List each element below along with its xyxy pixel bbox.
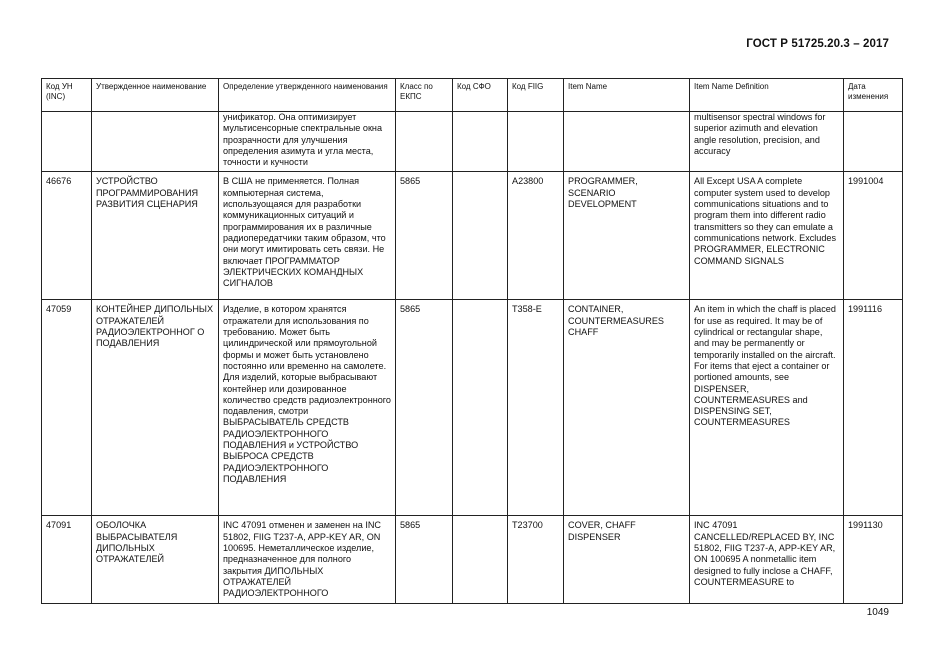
cell-item-name: PROGRAMMER, SCENARIO DEVELOPMENT xyxy=(564,172,690,300)
cell-ekps xyxy=(396,112,453,172)
cell-name-ru xyxy=(92,112,219,172)
cell-inc xyxy=(42,112,92,172)
table-row xyxy=(42,516,903,603)
cell-definition-ru: INC 47091 отменен и заменен на INC 51802, FIIG T237-A, APP-KEY AR, ON 100695. Неметаллическое изделие, предназначенное для полного закрытия ДИПОЛЬНЫХ ОТРАЖАТЕЛЕЙ РАДИОЭЛЕКТРОННОГО xyxy=(219,516,396,603)
document-code: ГОСТ Р 51725.20.3 – 2017 xyxy=(746,38,889,50)
cell-definition-ru: В США не применяется. Полная компьютерная система, используощаяся для разработки коммуникационных ситуаций и программирования их в различные радиопередатчики таким образом, что они могут имитировать сеть связи. Не включает ПРОГРАММАТОР ЭЛЕКТРИЧЕСКИХ КОМАНДНЫХ СИГНАЛОВ xyxy=(219,172,396,300)
cell-inc: 47059 xyxy=(42,300,92,516)
cell-name-ru: УСТРОЙСТВО ПРОГРАММИРОВАНИЯ РАЗВИТИЯ СЦЕНАРИЯ xyxy=(92,172,219,300)
cell-item-name: CONTAINER, COUNTERMEASURES CHAFF xyxy=(564,300,690,516)
cell-definition-ru: унификатор. Она оптимизирует мультисенсорные спектральные окна прозрачности для улучшения определения азимута и угла места, точности и кучности xyxy=(219,112,396,172)
cell-date xyxy=(844,112,903,172)
cell-fiig xyxy=(508,112,564,172)
table-row xyxy=(42,300,903,516)
cell-fiig: A23800 xyxy=(508,172,564,300)
cell-fiig: T358-E xyxy=(508,300,564,516)
cell-item-definition: INC 47091 CANCELLED/REPLACED BY, INC 51802, FIIG T237-A, APP-KEY AR, ON 100695 A nonmetallic item designed to fully inclose a CHAFF, COUNTERMEASURE to xyxy=(690,516,844,603)
cell-date: 1991116 xyxy=(844,300,903,516)
cell-fiig: T23700 xyxy=(508,516,564,603)
cell-item-definition: An item in which the chaff is placed for use as required. It may be of cylindrical or rectangular shape, and may be permanently or temporarily installed on the aircraft. For items that eject a container or portioned amounts, see DISPENSER, COUNTERMEASURES and DISPENSING SET, COUNTERMEASURES xyxy=(690,300,844,516)
cell-sfo xyxy=(453,112,508,172)
col-header-item-name: Item Name xyxy=(564,79,690,112)
cell-ekps: 5865 xyxy=(396,172,453,300)
cell-item-definition: multisensor spectral windows for superior azimuth and elevation angle resolution, precision, and accuracy xyxy=(690,112,844,172)
cell-item-name: COVER, CHAFF DISPENSER xyxy=(564,516,690,603)
cell-date: 1991130 xyxy=(844,516,903,603)
col-header-inc: Код УН (INC) xyxy=(42,79,92,112)
col-header-date: Дата изменения xyxy=(844,79,903,112)
cell-inc: 47091 xyxy=(42,516,92,603)
cell-item-definition: All Except USA A complete computer system used to develop communications situations and to program them into different radio transmitters so they can emulate a communications network. Excludes PROGRAMMER, ELECTRONIC COMMAND SIGNALS xyxy=(690,172,844,300)
cell-sfo xyxy=(453,172,508,300)
col-header-item-definition: Item Name Definition xyxy=(690,79,844,112)
page-number: 1049 xyxy=(866,607,889,618)
cell-inc: 46676 xyxy=(42,172,92,300)
col-header-name-ru: Утвержденное наименование xyxy=(92,79,219,112)
col-header-fiig: Код FIIG xyxy=(508,79,564,112)
col-header-definition-ru: Определение утвержденного наименования xyxy=(219,79,396,112)
cell-definition-ru: Изделие, в котором хранятся отражатели для использования по требованию. Может быть цилиндрической или прямоугольной формы и может быть установлено постоянно или временно на самолете. Для изделий, которые выбрасывают контейнер или дозированное количество средств радиоэлектронного подавления, смотри ВЫБРАСЫВАТЕЛЬ СРЕДСТВ РАДИОЭЛЕКТРОННОГО ПОДАВЛЕНИЯ и УСТРОЙСТВО ВЫБРОСА СРЕДСТВ РАДИОЭЛЕКТРОННОГО ПОДАВЛЕНИЯ xyxy=(219,300,396,516)
registry-table xyxy=(41,78,903,604)
cell-ekps: 5865 xyxy=(396,516,453,603)
col-header-ekps: Класс по ЕКПС xyxy=(396,79,453,112)
cell-item-name xyxy=(564,112,690,172)
table-row xyxy=(42,112,903,172)
col-header-sfo: Код СФО xyxy=(453,79,508,112)
table-row xyxy=(42,172,903,300)
cell-name-ru: КОНТЕЙНЕР ДИПОЛЬНЫХ ОТРАЖАТЕЛЕЙ РАДИОЭЛЕКТРОННОГ О ПОДАВЛЕНИЯ xyxy=(92,300,219,516)
table-header xyxy=(42,79,903,112)
cell-sfo xyxy=(453,300,508,516)
cell-sfo xyxy=(453,516,508,603)
cell-date: 1991004 xyxy=(844,172,903,300)
cell-ekps: 5865 xyxy=(396,300,453,516)
cell-name-ru: ОБОЛОЧКА ВЫБРАСЫВАТЕЛЯ ДИПОЛЬНЫХ ОТРАЖАТЕЛЕЙ xyxy=(92,516,219,603)
